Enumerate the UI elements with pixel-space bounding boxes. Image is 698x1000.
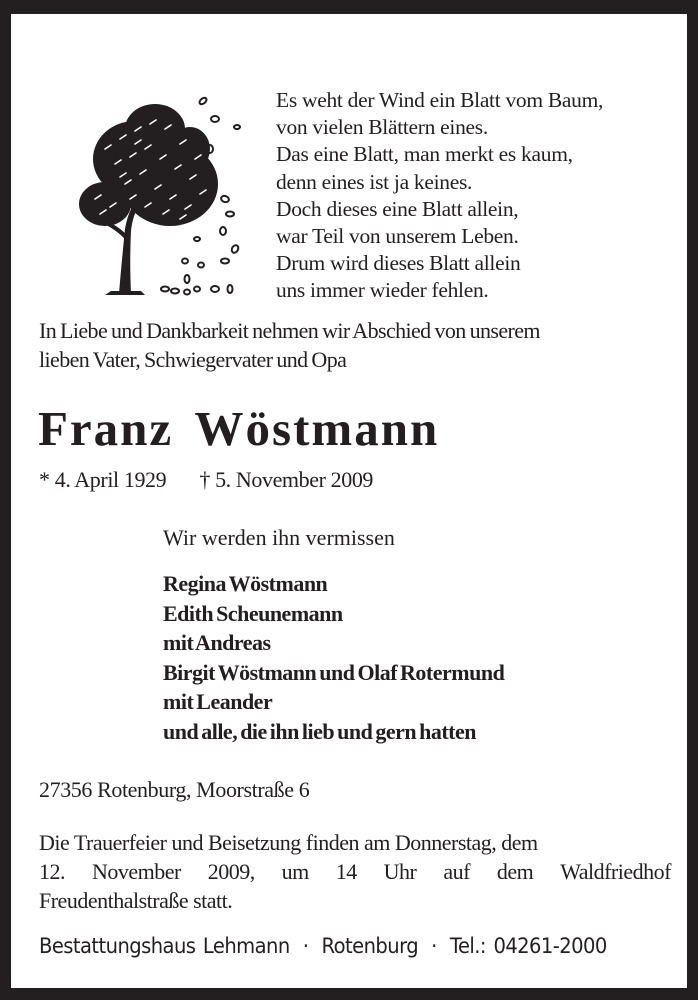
- poem-line: von vielen Blättern eines.: [276, 115, 488, 140]
- memorial-poem: [276, 87, 603, 305]
- life-dates: [39, 466, 373, 494]
- farewell-intro: [39, 316, 689, 374]
- mourner-line: Regina Wöstmann: [163, 571, 328, 596]
- poem-line: Drum wird dieses Blatt allein: [276, 251, 521, 276]
- service-line: Die Trauerfeier und Beisetzung finden am Donnerstag, dem: [39, 830, 538, 855]
- mourners-list: [163, 569, 504, 746]
- poem-line: Das eine Blatt, man merkt es kaum,: [276, 142, 573, 167]
- death-date: 5. November 2009: [215, 467, 374, 492]
- service-line: Freudenthalstraße statt.: [39, 888, 233, 913]
- mourner-line: Birgit Wöstmann und Olaf Rotermund: [163, 659, 505, 685]
- birth-date: 4. April 1929: [54, 467, 167, 492]
- birth-star-icon: *: [39, 467, 50, 492]
- funeral-home-name: Bestattungshaus Lehmann: [39, 934, 290, 958]
- deceased-name: Franz Wöstmann: [38, 401, 440, 456]
- poem-line: Es weht der Wind ein Blatt vom Baum,: [276, 88, 604, 112]
- funeral-service-info: [39, 828, 671, 915]
- intro-line: In Liebe und Dankbarkeit nehmen wir Abschied von unserem: [39, 318, 540, 343]
- windblown-tree-icon: [75, 89, 245, 299]
- funeral-home-city: Rotenburg: [321, 934, 419, 958]
- funeral-home-footer: [39, 932, 607, 960]
- mourners-heading: Wir werden ihn vermissen: [163, 525, 395, 550]
- death-cross-icon: †: [199, 467, 210, 492]
- intro-line: lieben Vater, Schwiegervater und Opa: [39, 347, 347, 372]
- phone-label: Tel.:: [449, 934, 486, 958]
- poem-line: denn eines ist ja keines.: [276, 169, 473, 194]
- poem-line: Doch dieses eine Blatt allein,: [276, 196, 519, 221]
- service-line: 12. November 2009, um 14 Uhr auf dem Waldfriedhof: [39, 859, 671, 884]
- mourner-line: und alle, die ihn lieb und gern hatten: [163, 718, 476, 744]
- poem-line: uns immer wieder fehlen.: [276, 278, 489, 303]
- mourner-line: mit Andreas: [163, 630, 271, 655]
- mourner-line: mit Leander: [163, 689, 273, 714]
- poem-line: war Teil von unserem Leben.: [276, 224, 519, 249]
- mourner-line: Edith Scheunemann: [163, 600, 343, 626]
- obituary-notice: [11, 14, 687, 988]
- separator-dot: ·: [302, 934, 309, 958]
- family-address: 27356 Rotenburg, Moorstraße 6: [39, 777, 310, 802]
- phone-number: 04261-2000: [493, 934, 607, 958]
- separator-dot: ·: [431, 934, 437, 958]
